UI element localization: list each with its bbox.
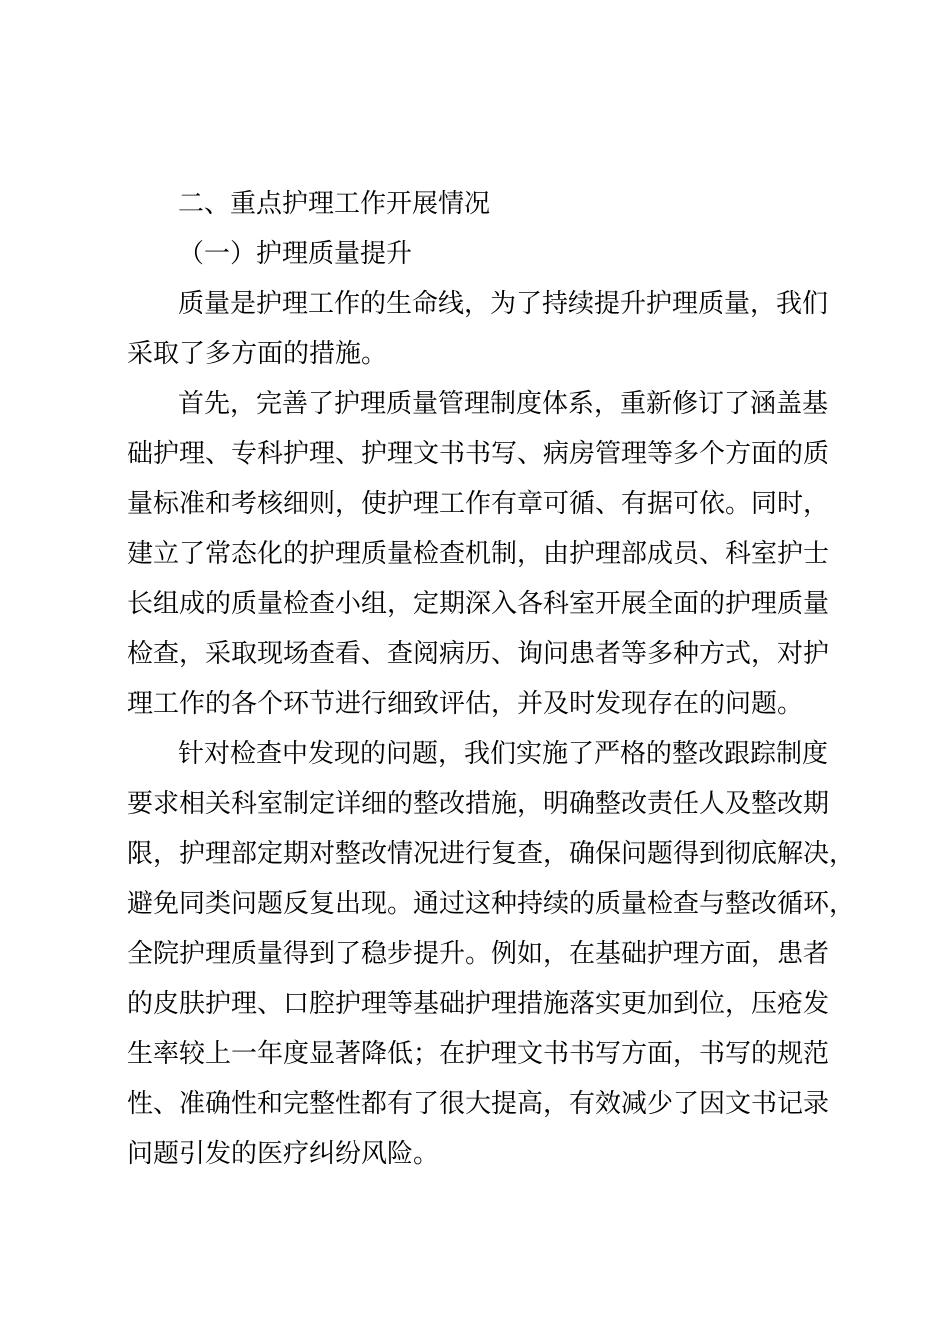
paragraph-line: 检查，采取现场查看、查阅病历、询问患者等多种方式，对护	[127, 639, 830, 669]
paragraph-line: 问题引发的医疗纠纷风险。	[127, 1139, 440, 1169]
paragraph-line: 首先，完善了护理质量管理制度体系，重新修订了涵盖基	[178, 389, 829, 419]
paragraph-line: 量标准和考核细则，使护理工作有章可循、有据可依。同时，	[127, 489, 830, 519]
paragraph-line: 生率较上一年度显著降低；在护理文书书写方面，书写的规范	[127, 1039, 830, 1069]
paragraph-line: 要求相关科室制定详细的整改措施，明确整改责任人及整改期	[127, 789, 830, 819]
paragraph-line: 理工作的各个环节进行细致评估，并及时发现存在的问题。	[127, 689, 804, 719]
paragraph-line: 长组成的质量检查小组，定期深入各科室开展全面的护理质量	[127, 589, 830, 619]
paragraph-line: 性、准确性和完整性都有了很大提高，有效减少了因文书记录	[127, 1089, 830, 1119]
section-heading: 二、重点护理工作开展情况	[178, 189, 491, 219]
paragraph-line: 全院护理质量得到了稳步提升。例如，在基础护理方面，患者	[127, 939, 830, 969]
paragraph-line: 限，护理部定期对整改情况进行复查，确保问题得到彻底解决，	[127, 839, 856, 869]
paragraph-line: 础护理、专科护理、护理文书书写、病房管理等多个方面的质	[127, 439, 830, 469]
paragraph-line: 避免同类问题反复出现。通过这种持续的质量检查与整改循环，	[127, 889, 856, 919]
paragraph-line: 采取了多方面的措施。	[127, 339, 388, 369]
paragraph-line: 针对检查中发现的问题，我们实施了严格的整改跟踪制度	[178, 739, 829, 769]
paragraph-line: 质量是护理工作的生命线，为了持续提升护理质量，我们	[178, 289, 829, 319]
paragraph-line: 建立了常态化的护理质量检查机制，由护理部成员、科室护士	[127, 539, 830, 569]
subsection-heading: （一）护理质量提升	[178, 239, 413, 269]
paragraph-line: 的皮肤护理、口腔护理等基础护理措施落实更加到位，压疮发	[127, 989, 830, 1019]
